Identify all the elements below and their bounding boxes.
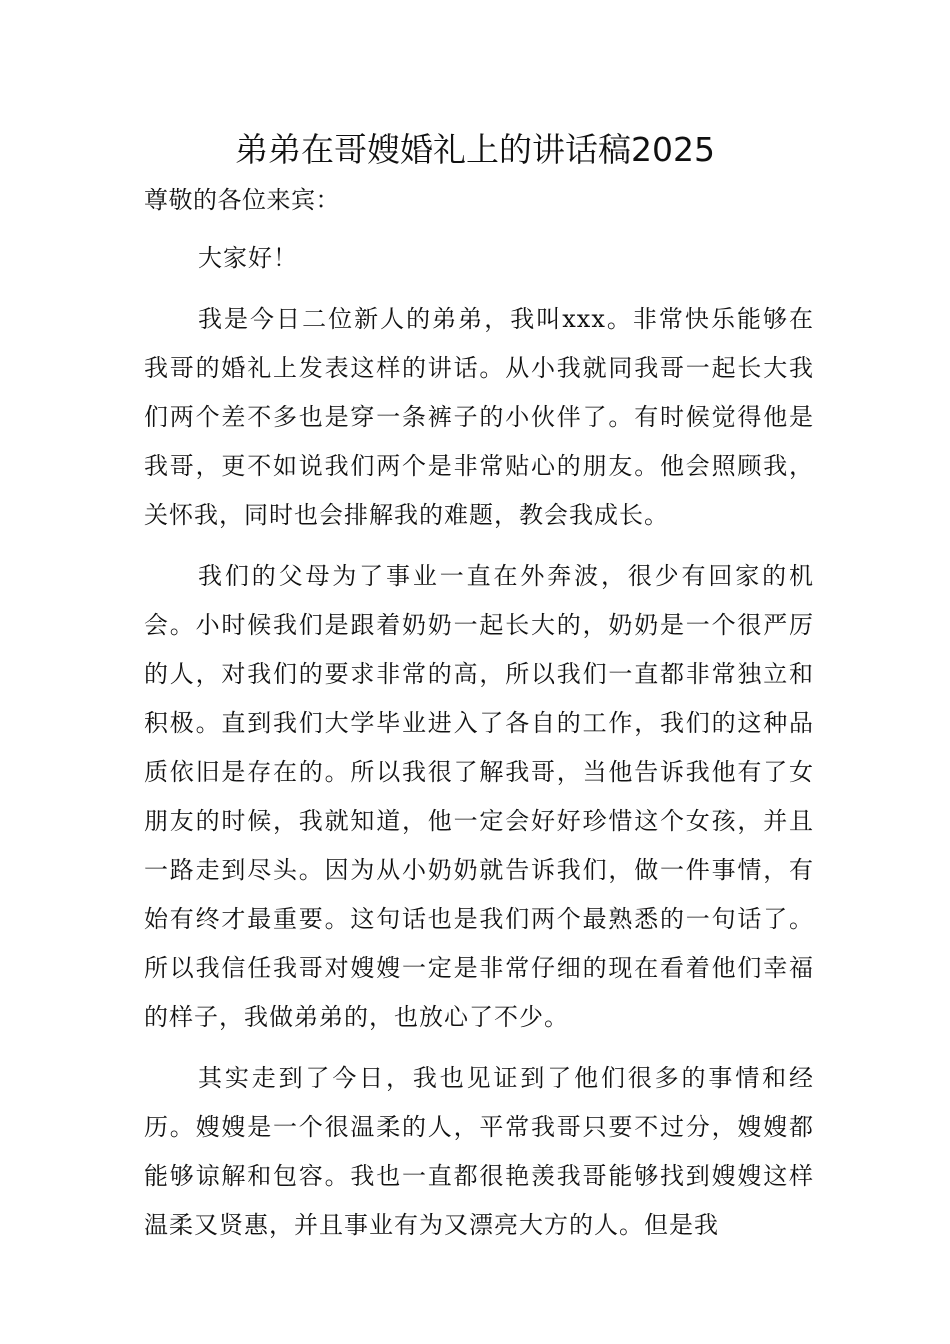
- paragraph-sister-in-law: 其实走到了今日，我也见证到了他们很多的事情和经历。嫂嫂是一个很温柔的人，平常我哥只要不过分，嫂嫂都能够谅解和包容。我也一直都很艳羡我哥能够找到嫂嫂这样温柔又贤惠，并且事业有为又漂亮大方的人。但是我: [144, 1064, 814, 1239]
- paragraph-greeting: 大家好！: [198, 244, 298, 272]
- paragraph-introduction: 我是今日二位新人的弟弟，我叫xxx。非常快乐能够在我哥的婚礼上发表这样的讲话。从小我就同我哥一起长大我们两个差不多也是穿一条裤子的小伙伴了。有时候觉得他是我哥，更不如说我们两个是非常贴心的朋友。他会照顾我，关怀我，同时也会排解我的难题，教会我成长。: [144, 305, 814, 529]
- document-body: [144, 180, 814, 1250]
- salutation: 尊敬的各位来宾：: [144, 186, 340, 214]
- document-title: 弟弟在哥嫂婚礼上的讲话稿2025: [235, 130, 715, 169]
- paragraph-upbringing: 我们的父母为了事业一直在外奔波，很少有回家的机会。小时候我们是跟着奶奶一起长大的，奶奶是一个很严厉的人，对我们的要求非常的高，所以我们一直都非常独立和积极。直到我们大学毕业进入了各自的工作，我们的这种品质依旧是存在的。所以我很了解我哥，当他告诉我他有了女朋友的时候，我就知道，他一定会好好珍惜这个女孩，并且一路走到尽头。因为从小奶奶就告诉我们，做一件事情，有始有终才最重要。这句话也是我们两个最熟悉的一句话了。所以我信任我哥对嫂嫂一定是非常仔细的现在看着他们幸福的样子，我做弟弟的，也放心了不少。: [144, 562, 814, 1031]
